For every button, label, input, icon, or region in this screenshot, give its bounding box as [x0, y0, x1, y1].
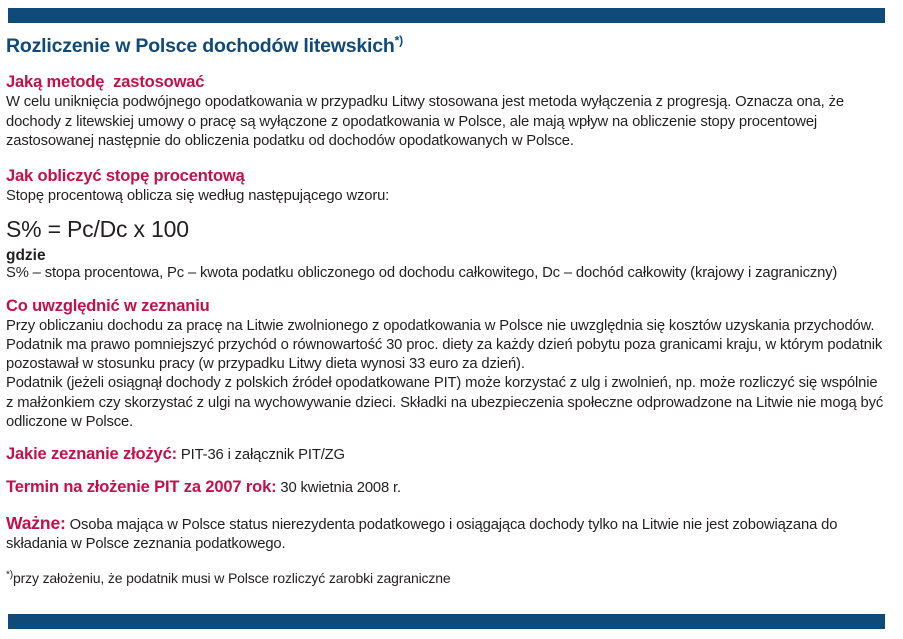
- bottom-divider-bar: [8, 614, 885, 629]
- entry-which-declaration-value: PIT-36 i załącznik PIT/ZG: [180, 447, 345, 464]
- footnote-text: przy założeniu, że podatnik musi w Polsce rozliczyć zarobki zagraniczne: [12, 570, 451, 587]
- formula-legend-label: gdzie: [6, 246, 46, 264]
- page-title-footnote-marker: *): [394, 33, 403, 48]
- section-paragraph-declaration-2: Podatnik (jeżeli osiągnął dochody z polskich źródeł opodatkowane PIT) może korzystać z ulg i zwolnień, np. może rozliczyć się wspólnie z małżonkiem czy skorzystać z ulgi na wychowywanie dzieci. Składki na ubezpieczenia społeczne odprowadzone na Litwie nie mogą być odliczone w Polsce.: [6, 375, 884, 430]
- entry-which-declaration-label: Jakie zeznanie złożyć:: [6, 445, 177, 464]
- entry-important-note-value: Osoba mająca w Polsce status nierezydenta podatkowego i osiągająca dochody tylko na Litwie nie jest zobowiązana do składania w Polsce zeznania podatkowego.: [6, 516, 838, 553]
- page-title-text: Rozliczenie w Polsce dochodów litewskich: [6, 35, 395, 57]
- entry-deadline-value: 30 kwietnia 2008 r.: [280, 480, 401, 497]
- section-paragraph-rate: Stopę procentową oblicza się według następującego wzoru:: [6, 188, 390, 205]
- top-divider-bar: [8, 8, 885, 23]
- section-paragraph-method: W celu uniknięcia podwójnego opodatkowania w przypadku Litwy stosowana jest metoda wyłączenia z progresją. Oznacza ona, że dochody z litewskiej umowy o pracę są wyłączone z opodatkowania w Polsce, ale mają wpływ na obliczenie stopy procentowej zastosowanej następnie do obliczenia podatku od dochodów opodatkowanych w Polsce.: [6, 94, 844, 149]
- entry-important-note: [6, 512, 885, 554]
- entry-which-declaration: [6, 444, 885, 465]
- section-heading-declaration: Co uwzględnić w zeznaniu: [6, 296, 210, 315]
- entry-important-note-label: Ważne:: [6, 512, 66, 533]
- page-title: [6, 33, 885, 57]
- rate-formula: S% = Pc/Dc x 100: [6, 216, 189, 243]
- footnote-marker: *): [6, 569, 13, 581]
- formula-legend-text: S% – stopa procentowa, Pc – kwota podatku obliczonego od dochodu całkowitego, Dc – dochód całkowity (krajowy i zagraniczny): [6, 265, 838, 282]
- section-paragraph-declaration-1: Przy obliczaniu dochodu za pracę na Litwie zwolnionego z opodatkowania w Polsce nie uwzględnia się kosztów uzyskania przychodów. Podatnik ma prawo pomniejszyć przychód o równowartość 30 proc. diety za każdy dzień pobytu poza granicami kraju, w którym podatnik pozostawał w stosunku pracy (w przypadku Litwy dieta wynosi 33 euro za dzień).: [6, 317, 883, 373]
- footnote: [6, 570, 885, 588]
- entry-deadline: [6, 477, 885, 498]
- section-heading-rate: Jak obliczyć stopę procentową: [6, 167, 245, 186]
- entry-deadline-label: Termin na złożenie PIT za 2007 rok:: [6, 478, 277, 497]
- section-heading-method: Jaką metodę zastosować: [6, 73, 205, 92]
- document-page: [0, 8, 903, 639]
